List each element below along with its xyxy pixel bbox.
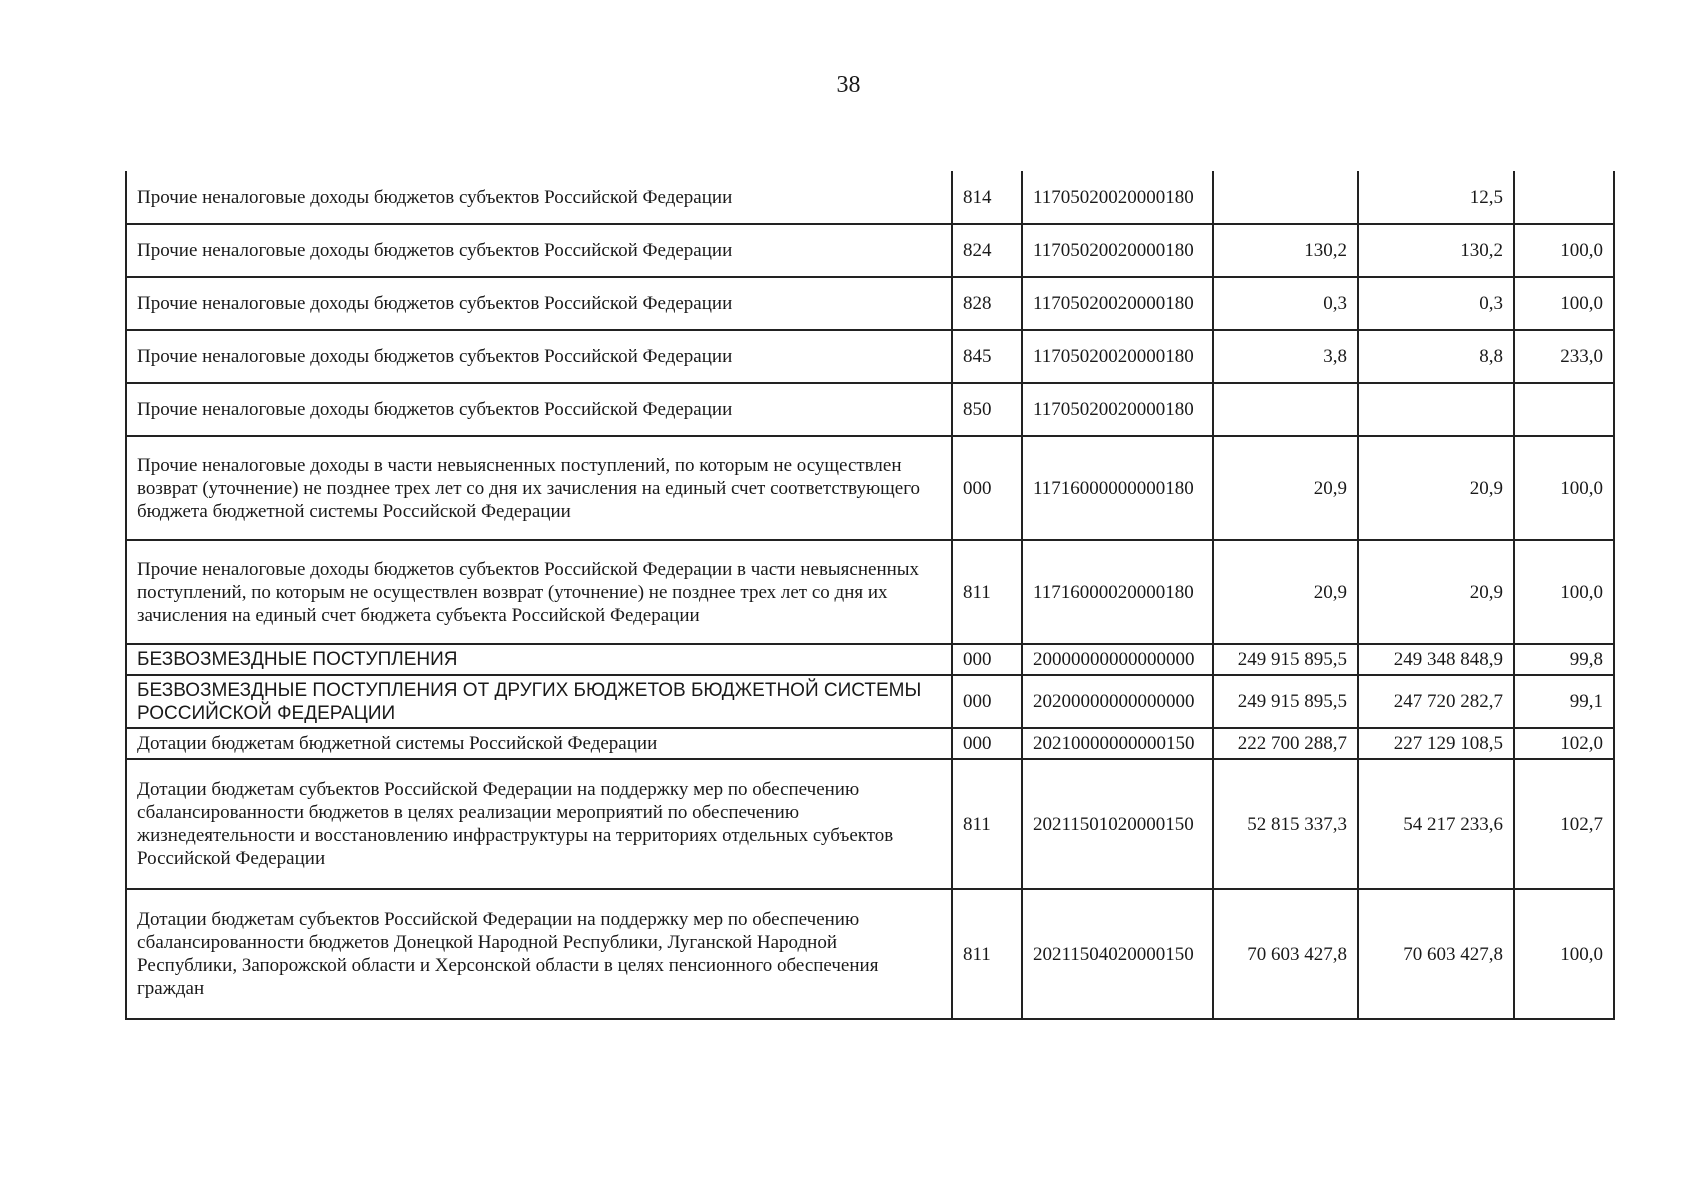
row-percent: [1514, 383, 1614, 436]
row-admin-code: 811: [952, 759, 1022, 889]
row-budget-code: 20211504020000150: [1022, 889, 1213, 1019]
row-admin-code: 824: [952, 224, 1022, 277]
row-plan: 130,2: [1213, 224, 1358, 277]
row-fact: 70 603 427,8: [1358, 889, 1514, 1019]
row-fact: 0,3: [1358, 277, 1514, 330]
row-percent: 100,0: [1514, 889, 1614, 1019]
row-name: Прочие неналоговые доходы бюджетов субъектов Российской Федерации: [126, 383, 952, 436]
table-row: [126, 728, 1614, 759]
row-fact: 8,8: [1358, 330, 1514, 383]
row-fact: 20,9: [1358, 540, 1514, 644]
row-fact: 20,9: [1358, 436, 1514, 540]
page-number: 38: [836, 72, 861, 98]
row-budget-code: 11705020020000180: [1022, 277, 1213, 330]
row-budget-code: 11705020020000180: [1022, 330, 1213, 383]
row-name: Прочие неналоговые доходы бюджетов субъектов Российской Федерации: [126, 224, 952, 277]
row-budget-code: 20211501020000150: [1022, 759, 1213, 889]
row-percent: 99,1: [1514, 675, 1614, 728]
row-fact: 227 129 108,5: [1358, 728, 1514, 759]
row-admin-code: 814: [952, 171, 1022, 224]
row-fact: 249 348 848,9: [1358, 644, 1514, 675]
row-budget-code: 11705020020000180: [1022, 224, 1213, 277]
row-fact: 247 720 282,7: [1358, 675, 1514, 728]
table-row: [126, 171, 1614, 224]
row-plan: 52 815 337,3: [1213, 759, 1358, 889]
row-admin-code: 828: [952, 277, 1022, 330]
table-row: [126, 383, 1614, 436]
row-percent: 99,8: [1514, 644, 1614, 675]
row-plan: [1213, 383, 1358, 436]
row-name: Прочие неналоговые доходы бюджетов субъектов Российской Федерации: [126, 330, 952, 383]
table-row: [126, 675, 1614, 728]
row-percent: 100,0: [1514, 277, 1614, 330]
row-admin-code: 845: [952, 330, 1022, 383]
row-percent: [1514, 171, 1614, 224]
row-name: Прочие неналоговые доходы бюджетов субъектов Российской Федерации: [126, 277, 952, 330]
row-plan: 249 915 895,5: [1213, 675, 1358, 728]
row-admin-code: 850: [952, 383, 1022, 436]
revenue-table: [125, 171, 1615, 1020]
row-percent: 100,0: [1514, 540, 1614, 644]
table-row: [126, 436, 1614, 540]
row-plan: 0,3: [1213, 277, 1358, 330]
row-percent: 102,7: [1514, 759, 1614, 889]
row-plan: 20,9: [1213, 436, 1358, 540]
row-name: Прочие неналоговые доходы в части невыясненных поступлений, по которым не осуществлен возврат (уточнение) не позднее трех лет со дня их зачисления на единый счет соответствующего бюджета бюджетной системы Российской Федерации: [126, 436, 952, 540]
row-name: Дотации бюджетам субъектов Российской Федерации на поддержку мер по обеспечению сбалансированности бюджетов Донецкой Народной Республики, Луганской Народной Республики, Запорожской области и Херсонской области в целях пенсионного обеспечения граждан: [126, 889, 952, 1019]
table-row: [126, 277, 1614, 330]
row-name: Прочие неналоговые доходы бюджетов субъектов Российской Федерации: [126, 171, 952, 224]
row-admin-code: 000: [952, 675, 1022, 728]
row-percent: 102,0: [1514, 728, 1614, 759]
row-plan: 249 915 895,5: [1213, 644, 1358, 675]
row-fact: 12,5: [1358, 171, 1514, 224]
row-fact: 130,2: [1358, 224, 1514, 277]
row-percent: 100,0: [1514, 436, 1614, 540]
row-plan: 70 603 427,8: [1213, 889, 1358, 1019]
table-row: [126, 759, 1614, 889]
table-row: [126, 540, 1614, 644]
row-percent: 100,0: [1514, 224, 1614, 277]
row-name: Дотации бюджетам бюджетной системы Российской Федерации: [126, 728, 952, 759]
row-percent: 233,0: [1514, 330, 1614, 383]
table-row: [126, 644, 1614, 675]
table-row: [126, 330, 1614, 383]
row-budget-code: 20210000000000150: [1022, 728, 1213, 759]
row-name: Дотации бюджетам субъектов Российской Федерации на поддержку мер по обеспечению сбалансированности бюджетов в целях реализации мероприятий по обеспечению жизнедеятельности и восстановлению инфраструктуры на территориях отдельных субъектов Российской Федерации: [126, 759, 952, 889]
row-admin-code: 000: [952, 728, 1022, 759]
row-plan: [1213, 171, 1358, 224]
table-row: [126, 224, 1614, 277]
row-budget-code: 20200000000000000: [1022, 675, 1213, 728]
row-admin-code: 000: [952, 644, 1022, 675]
row-fact: 54 217 233,6: [1358, 759, 1514, 889]
row-admin-code: 000: [952, 436, 1022, 540]
row-budget-code: 11705020020000180: [1022, 171, 1213, 224]
row-budget-code: 11716000020000180: [1022, 540, 1213, 644]
row-name: БЕЗВОЗМЕЗДНЫЕ ПОСТУПЛЕНИЯ ОТ ДРУГИХ БЮДЖЕТОВ БЮДЖЕТНОЙ СИСТЕМЫ РОССИЙСКОЙ ФЕДЕРАЦИИ: [126, 675, 952, 728]
row-name: БЕЗВОЗМЕЗДНЫЕ ПОСТУПЛЕНИЯ: [126, 644, 952, 675]
row-admin-code: 811: [952, 889, 1022, 1019]
row-budget-code: 11705020020000180: [1022, 383, 1213, 436]
table-row: [126, 889, 1614, 1019]
row-admin-code: 811: [952, 540, 1022, 644]
row-plan: 222 700 288,7: [1213, 728, 1358, 759]
row-budget-code: 11716000000000180: [1022, 436, 1213, 540]
row-budget-code: 20000000000000000: [1022, 644, 1213, 675]
row-fact: [1358, 383, 1514, 436]
row-name: Прочие неналоговые доходы бюджетов субъектов Российской Федерации в части невыясненных поступлений, по которым не осуществлен возврат (уточнение) не позднее трех лет со дня их зачисления на единый счет бюджета субъекта Российской Федерации: [126, 540, 952, 644]
row-plan: 3,8: [1213, 330, 1358, 383]
row-plan: 20,9: [1213, 540, 1358, 644]
